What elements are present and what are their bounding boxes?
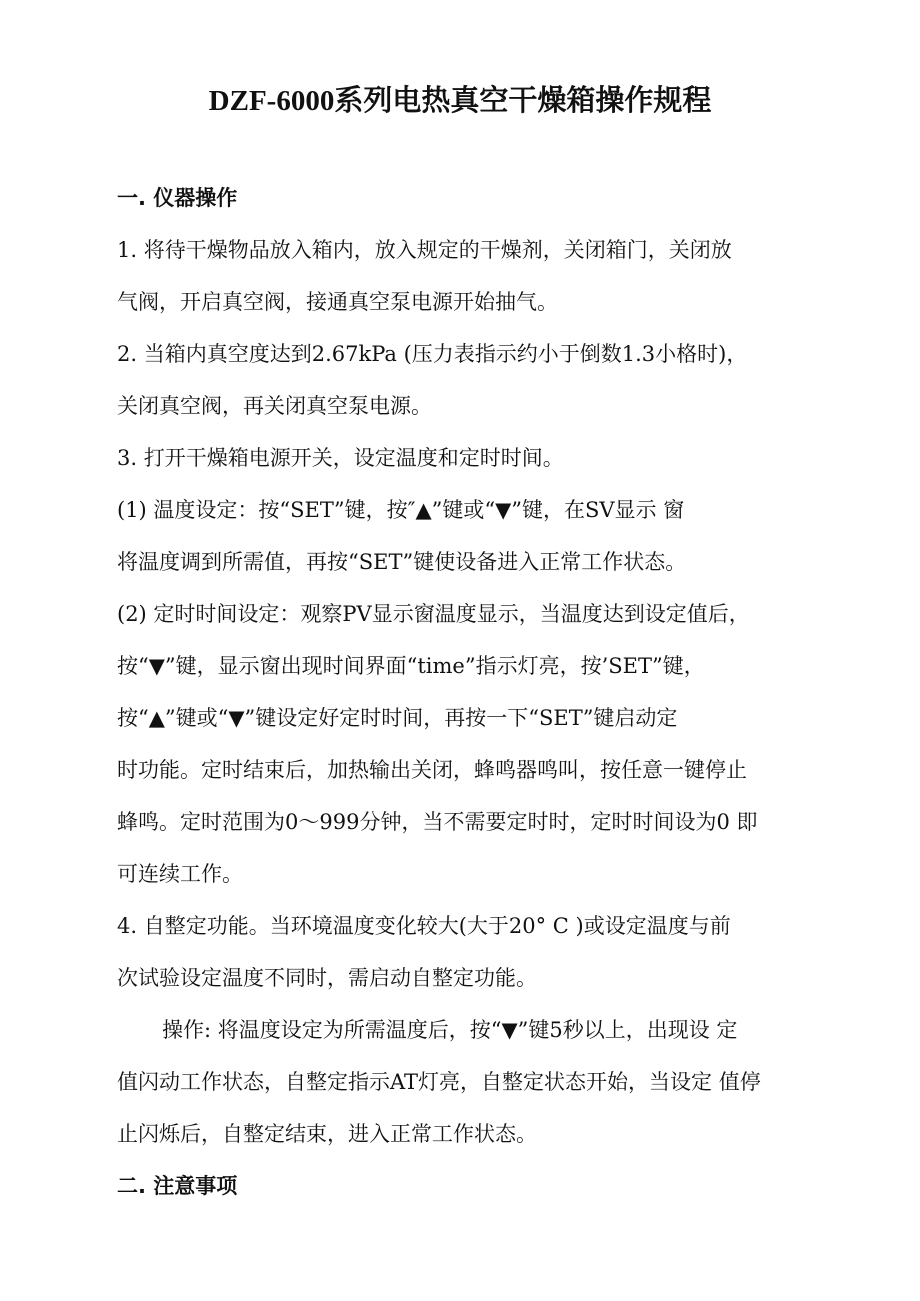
paragraph-line: (2) 定时时间设定：观察PV显示窗温度显示，当温度达到设定值后， [117,602,750,626]
paragraph-line: 2. 当箱内真空度达到2.67kPa (压力表指示约小于倒数1.3小格时)， [117,342,748,366]
paragraph-line: 时功能。定时结束后，加热输出关闭，蜂鸣器鸣叫，按任意一键停止 [117,758,747,782]
paragraph-line: (1) 温度设定：按“SET”键，按″▲”键或“▼”键，在SV显示 窗 [117,498,685,522]
paragraph-line: 气阀，开启真空阀，接通真空泵电源开始抽气。 [117,290,558,314]
paragraph-line: 按“▼”键，显示窗出现时间界面“time”指示灯亮，按’SET”键， [117,654,705,678]
paragraph-line: 止闪烁后，自整定结束，进入正常工作状态。 [117,1122,537,1146]
paragraph-line: 蜂鸣。定时范围为0～999分钟，当不需要定时时，定时时间设为0 即 [117,810,758,834]
paragraph-line: 次试验设定温度不同时，需启动自整定功能。 [117,966,537,990]
paragraph-line: 值闪动工作状态，自整定指示AT灯亮，自整定状态开始，当设定 值停 [117,1070,761,1094]
paragraph-line: 操作: 将温度设定为所需温度后，按“▼”键5秒以上，出现设 定 [162,1018,738,1042]
paragraph-line: 3. 打开干燥箱电源开关，设定温度和定时时间。 [117,446,564,470]
paragraph-line: 4. 自整定功能。当环境温度变化较大(大于20° C )或设定温度与前 [117,914,731,938]
paragraph-line: 按“▲”键或“▼”键设定好定时时间，再按一下“SET”键启动定 [117,706,678,730]
section-heading: 二. 注意事项 [117,1174,238,1198]
paragraph-line: 可连续工作。 [117,862,243,886]
paragraph-line: 将温度调到所需值，再按“SET”键使设备进入正常工作状态。 [117,550,687,574]
section-heading: 一. 仪器操作 [117,186,238,210]
paragraph-line: 1. 将待干燥物品放入箱内，放入规定的干燥剂，关闭箱门，关闭放 [117,238,732,262]
paragraph-line: 关闭真空阀，再关闭真空泵电源。 [117,394,432,418]
document-body [117,176,817,1216]
document-title: DZF-6000系列电热真空干燥箱操作规程 [208,85,712,117]
